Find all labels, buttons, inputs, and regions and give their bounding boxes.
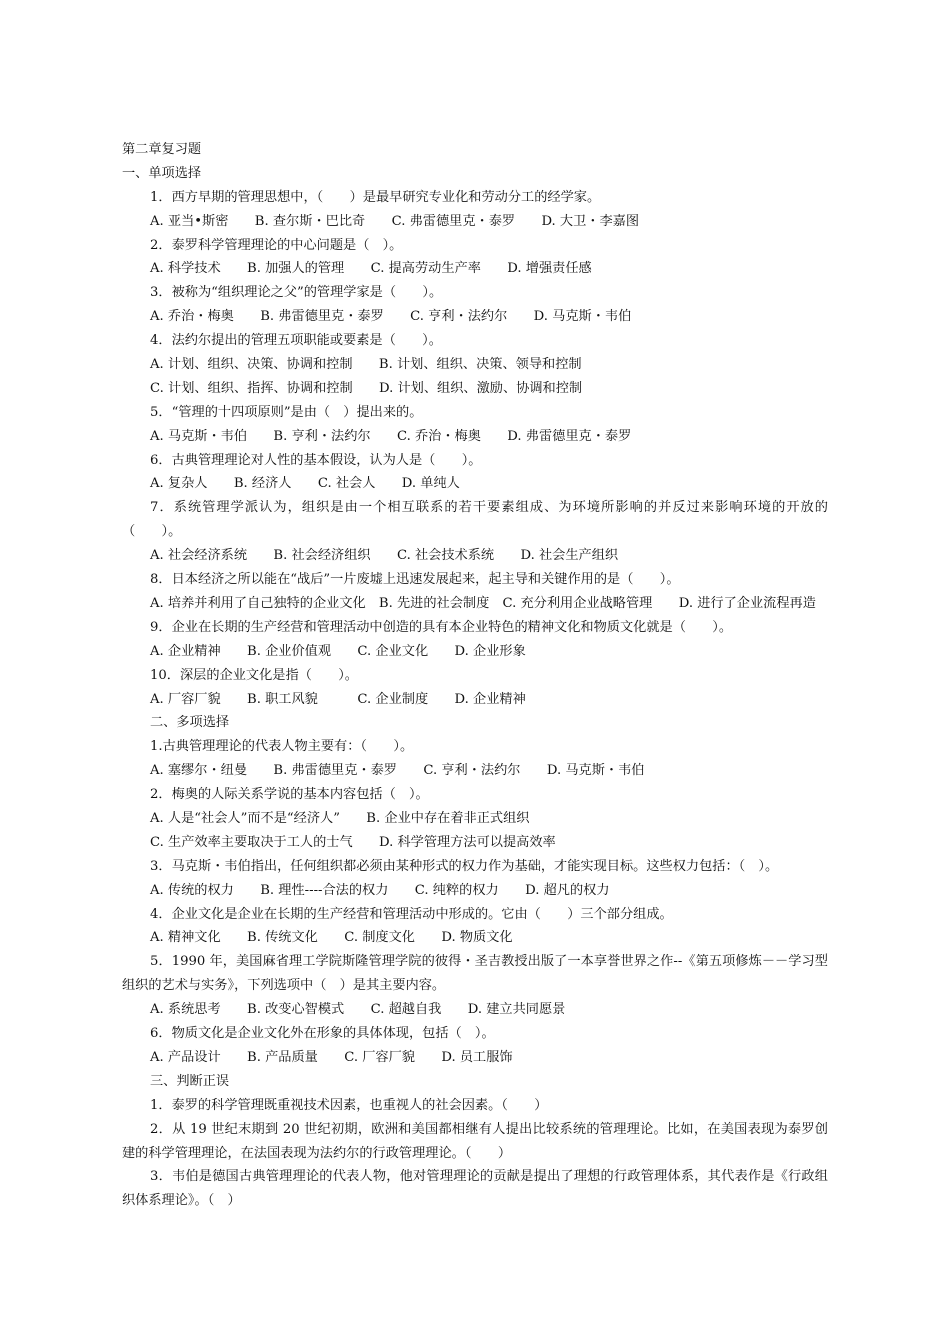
question-options: A. 塞缪尔・纽曼 B. 弗雷德里克・泰罗 C. 亨利・法约尔 D. 马克斯・韦伯 <box>150 763 645 779</box>
section-heading: 一、单项选择 <box>122 165 202 181</box>
question-options: A. 乔治・梅奥 B. 弗雷德里克・泰罗 C. 亨利・法约尔 D. 马克斯・韦伯 <box>150 309 632 325</box>
question-options: A. 传统的权力 B. 理性----合法的权力 C. 纯粹的权力 D. 超凡的权力 <box>150 882 610 898</box>
question-options: A. 精神文化 B. 传统文化 C. 制度文化 D. 物质文化 <box>150 930 513 946</box>
question-options: A. 人是“社会人”而不是“经济人” B. 企业中存在着非正式组织 <box>150 810 530 826</box>
question-options: A. 复杂人 B. 经济人 C. 社会人 D. 单纯人 <box>150 476 460 492</box>
question-options: C. 计划、组织、指挥、协调和控制 D. 计划、组织、激励、协调和控制 <box>150 380 583 396</box>
section-heading: 三、判断正误 <box>150 1073 230 1089</box>
document-page <box>122 138 828 1213</box>
question-options: A. 产品设计 B. 产品质量 C. 厂容厂貌 D. 员工服饰 <box>150 1049 513 1065</box>
question: 4．法约尔提出的管理五项职能或要素是（ ）。 <box>150 333 442 349</box>
section-heading: 二、多项选择 <box>150 715 230 731</box>
question: 2．泰罗科学管理理论的中心问题是（ ）。 <box>150 237 403 253</box>
question: 8．日本经济之所以能在“战后”一片废墟上迅速发展起来，起主导和关键作用的是（ ）。 <box>150 572 680 588</box>
question: 1．泰罗的科学管理既重视技术因素，也重视人的社会因素。（ ） <box>150 1097 548 1113</box>
question: 2．梅奥的人际关系学说的基本内容包括（ ）。 <box>150 787 429 803</box>
question-options: A. 培养并利用了自己独特的企业文化 B. 先进的社会制度 C. 充分利用企业战略管理 D. 进行了企业流程再造 <box>150 595 816 611</box>
question-options: A. 企业精神 B. 企业价值观 C. 企业文化 D. 企业形象 <box>150 643 526 659</box>
question-options: A. 计划、组织、决策、协调和控制 B. 计划、组织、决策、领导和控制 <box>150 357 582 373</box>
question: 4．企业文化是企业在长期的生产经营和管理活动中形成的。它由（ ）三个部分组成。 <box>150 906 673 922</box>
question: 9．企业在长期的生产经营和管理活动中创造的具有本企业特色的精神文化和物质文化就是（ ）。 <box>150 619 733 635</box>
question: 7．系统管理学派认为，组织是由一个相互联系的若干要素组成、为环境所影响的并反过来影响环境的开放的（ ）。 <box>122 500 828 540</box>
question-options: A. 厂容厂貌 B. 职工风貌 C. 企业制度 D. 企业精神 <box>150 691 526 707</box>
question: 3．被称为“组织理论之父”的管理学家是（ ）。 <box>150 285 443 301</box>
question-options: A. 马克斯・韦伯 B. 亨利・法约尔 C. 乔治・梅奥 D. 弗雷德里克・泰罗 <box>150 428 632 444</box>
question: 5．“管理的十四项原则”是由（ ）提出来的。 <box>150 404 423 420</box>
question-options: A. 社会经济系统 B. 社会经济组织 C. 社会技术系统 D. 社会生产组织 <box>150 548 619 564</box>
question: 3．马克斯・韦伯指出，任何组织都必须由某种形式的权力作为基础，才能实现目标。这些权力包括：（ ）。 <box>150 858 779 874</box>
question: 10．深层的企业文化是指（ ）。 <box>150 667 358 683</box>
question-options: A. 系统思考 B. 改变心智模式 C. 超越自我 D. 建立共同愿景 <box>150 1002 566 1018</box>
question: 6．古典管理理论对人性的基本假设，认为人是（ ）。 <box>150 452 482 468</box>
question: 2．从 19 世纪末期到 20 世纪初期，欧洲和美国都相继有人提出比较系统的管理理论。比如，在美国表现为泰罗创建的科学管理理论，在法国表现为法约尔的行政管理理论。（ ） <box>122 1121 828 1161</box>
question-options: A. 亚当•斯密 B. 查尔斯・巴比奇 C. 弗雷德里克・泰罗 D. 大卫・李嘉图 <box>150 213 640 229</box>
question: 3．韦伯是德国古典管理理论的代表人物，他对管理理论的贡献是提出了理想的行政管理体系，其代表作是《行政组织体系理论》。（ ） <box>122 1169 828 1209</box>
document-title: 第二章复习题 <box>122 142 202 157</box>
question: 1．西方早期的管理思想中，（ ）是最早研究专业化和劳动分工的经学家。 <box>150 189 601 205</box>
question-options: A. 科学技术 B. 加强人的管理 C. 提高劳动生产率 D. 增强责任感 <box>150 261 592 277</box>
question: 5．1990 年，美国麻省理工学院斯隆管理学院的彼得・圣吉教授出版了一本享誉世界之作--《第五项修炼－－学习型组织的艺术与实务》，下列选项中（ ）是其主要内容。 <box>122 954 828 994</box>
question: 1.古典管理理论的代表人物主要有：（ ）。 <box>150 739 414 755</box>
question: 6．物质文化是企业文化外在形象的具体体现，包括（ ）。 <box>150 1026 495 1042</box>
question-options: C. 生产效率主要取决于工人的士气 D. 科学管理方法可以提高效率 <box>150 834 556 850</box>
